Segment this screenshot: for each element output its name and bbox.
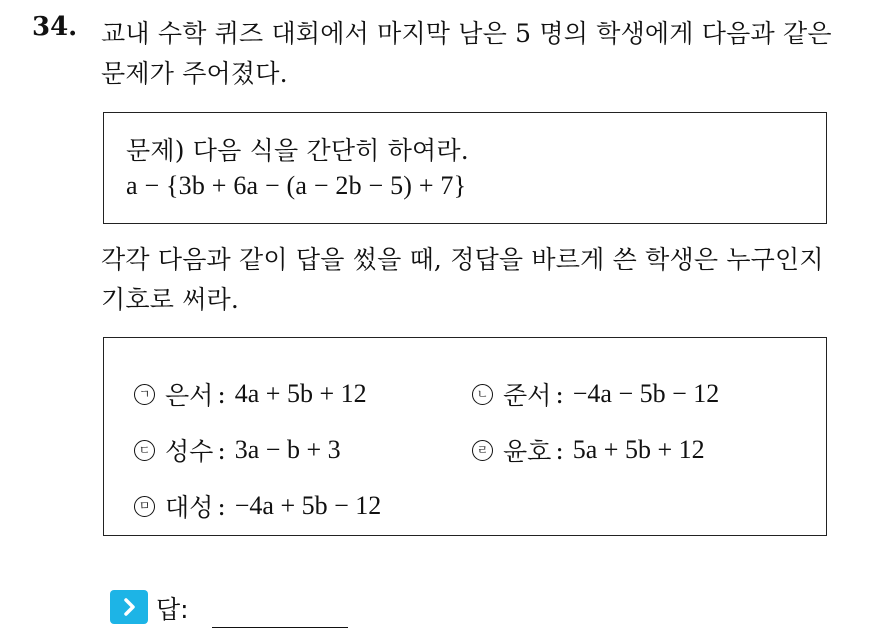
- question-number: 34.: [32, 12, 78, 42]
- prompt-line-2: 기호로 써라.: [101, 285, 240, 314]
- choice-student-name: 대성: [165, 493, 214, 522]
- choice-item: [134, 488, 381, 524]
- choice-student-name: 성수: [165, 437, 214, 466]
- answer-label: 답:: [156, 595, 189, 624]
- problem-instruction: 문제) 다음 식을 간단히 하여라.: [126, 136, 469, 165]
- choice-marker: ㄱ: [134, 384, 155, 405]
- answer-blank-line[interactable]: [212, 627, 348, 628]
- choice-item: [134, 376, 367, 412]
- choice-student-name: 준서: [503, 381, 552, 410]
- choice-colon: :: [555, 435, 564, 465]
- chevron-right-icon-glyph: [118, 596, 140, 618]
- choice-answer: 5a + 5b + 12: [572, 435, 705, 464]
- choice-item: [472, 376, 719, 412]
- prompt-line-1: 각각 다음과 같이 답을 썼을 때, 정답을 바르게 쓴 학생은 누구인지: [101, 245, 824, 274]
- choice-student-name: 윤호: [503, 437, 552, 466]
- choice-colon: :: [217, 491, 226, 521]
- question-intro-line-1: 교내 수학 퀴즈 대회에서 마지막 남은 5 명의 학생에게 다음과 같은: [101, 19, 832, 48]
- choice-colon: :: [217, 379, 226, 409]
- question-intro-line-2: 문제가 주어졌다.: [101, 59, 288, 88]
- choice-colon: :: [555, 379, 564, 409]
- choice-marker: ㄷ: [134, 440, 155, 461]
- chevron-right-icon: [110, 590, 148, 624]
- problem-box: [103, 112, 827, 224]
- choice-answer: −4a + 5b − 12: [234, 491, 382, 520]
- choice-answer: 4a + 5b + 12: [234, 379, 367, 408]
- choice-student-name: 은서: [165, 381, 214, 410]
- choice-colon: :: [217, 435, 226, 465]
- problem-expression: a − {3b + 6a − (a − 2b − 5) + 7}: [126, 171, 467, 200]
- choice-item: [472, 432, 705, 468]
- choices-box: [103, 337, 827, 536]
- choice-item: [134, 432, 341, 468]
- choice-answer: 3a − b + 3: [234, 435, 341, 464]
- choice-answer: −4a − 5b − 12: [572, 379, 720, 408]
- choice-marker: ㄹ: [472, 440, 493, 461]
- choice-marker: ㅁ: [134, 496, 155, 517]
- choice-marker: ㄴ: [472, 384, 493, 405]
